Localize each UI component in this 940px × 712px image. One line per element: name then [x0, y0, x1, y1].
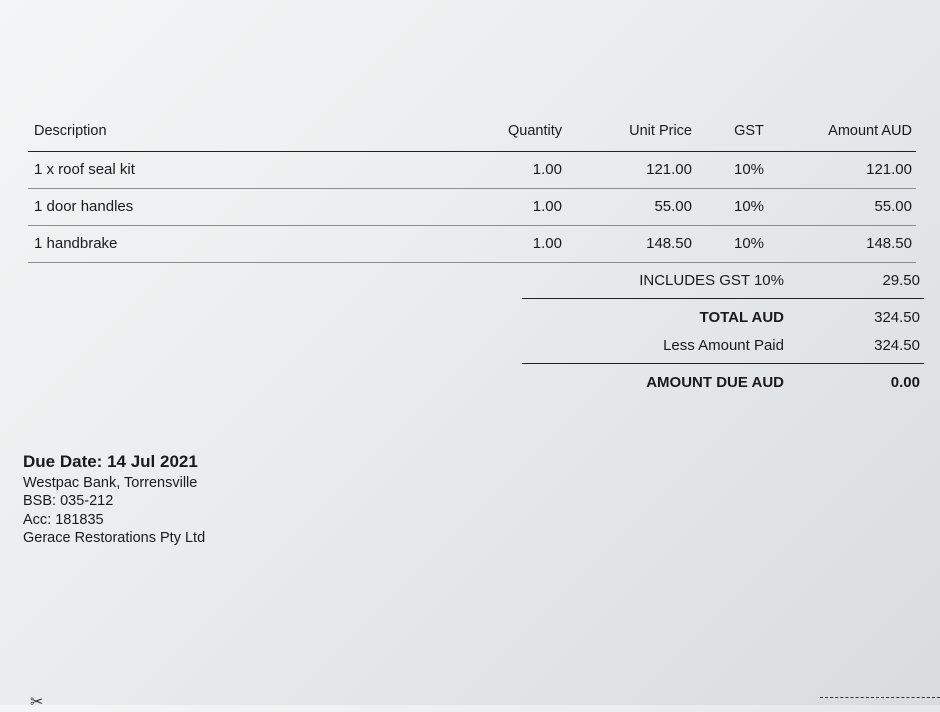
item-description: 1 door handles: [34, 198, 134, 215]
total-label: TOTAL AUD: [699, 309, 784, 326]
header-quantity: Quantity: [508, 123, 562, 139]
includes-gst-value: 29.50: [882, 272, 920, 289]
table-row: [28, 189, 916, 226]
cut-line: [820, 697, 940, 698]
divider: [522, 363, 924, 364]
less-paid-row: [522, 337, 922, 365]
amount-due-value: 0.00: [890, 374, 920, 391]
total-value: 324.50: [874, 309, 920, 326]
payment-details: [23, 453, 205, 548]
item-amount: 121.00: [866, 161, 912, 178]
account-number: Acc: 181835: [23, 511, 104, 528]
item-description: 1 handbrake: [34, 235, 118, 252]
total-row: [522, 309, 922, 337]
header-amount: Amount AUD: [828, 123, 912, 139]
item-amount: 148.50: [866, 235, 912, 252]
item-description: 1 x roof seal kit: [34, 161, 135, 178]
item-quantity: 1.00: [532, 235, 562, 252]
company-name: Gerace Restorations Pty Ltd: [23, 530, 206, 546]
item-unit-price: 121.00: [646, 161, 692, 178]
due-date: Due Date: 14 Jul 2021: [23, 452, 198, 471]
item-gst: 10%: [733, 235, 765, 252]
table-row: [28, 152, 916, 189]
item-unit-price: 55.00: [654, 198, 692, 215]
table-header: [28, 115, 916, 152]
item-gst: 10%: [733, 161, 765, 178]
item-unit-price: 148.50: [646, 235, 692, 252]
includes-gst-row: [522, 272, 922, 300]
header-unit-price: Unit Price: [629, 123, 692, 139]
header-gst: GST: [734, 123, 764, 139]
amount-due-row: [522, 374, 922, 402]
scissors-icon: ✂: [30, 694, 44, 711]
less-paid-value: 324.50: [874, 337, 920, 354]
item-gst: 10%: [733, 198, 765, 215]
header-description: Description: [34, 123, 107, 139]
table-row: [28, 226, 916, 263]
less-paid-label: Less Amount Paid: [663, 337, 784, 354]
item-amount: 55.00: [874, 198, 912, 215]
item-quantity: 1.00: [532, 198, 562, 215]
amount-due-label: AMOUNT DUE AUD: [646, 374, 784, 391]
includes-gst-label: INCLUDES GST 10%: [639, 272, 784, 289]
divider: [522, 298, 924, 299]
bank-name: Westpac Bank, Torrensville: [23, 474, 198, 491]
bsb-number: BSB: 035-212: [23, 493, 114, 509]
item-quantity: 1.00: [532, 161, 562, 178]
